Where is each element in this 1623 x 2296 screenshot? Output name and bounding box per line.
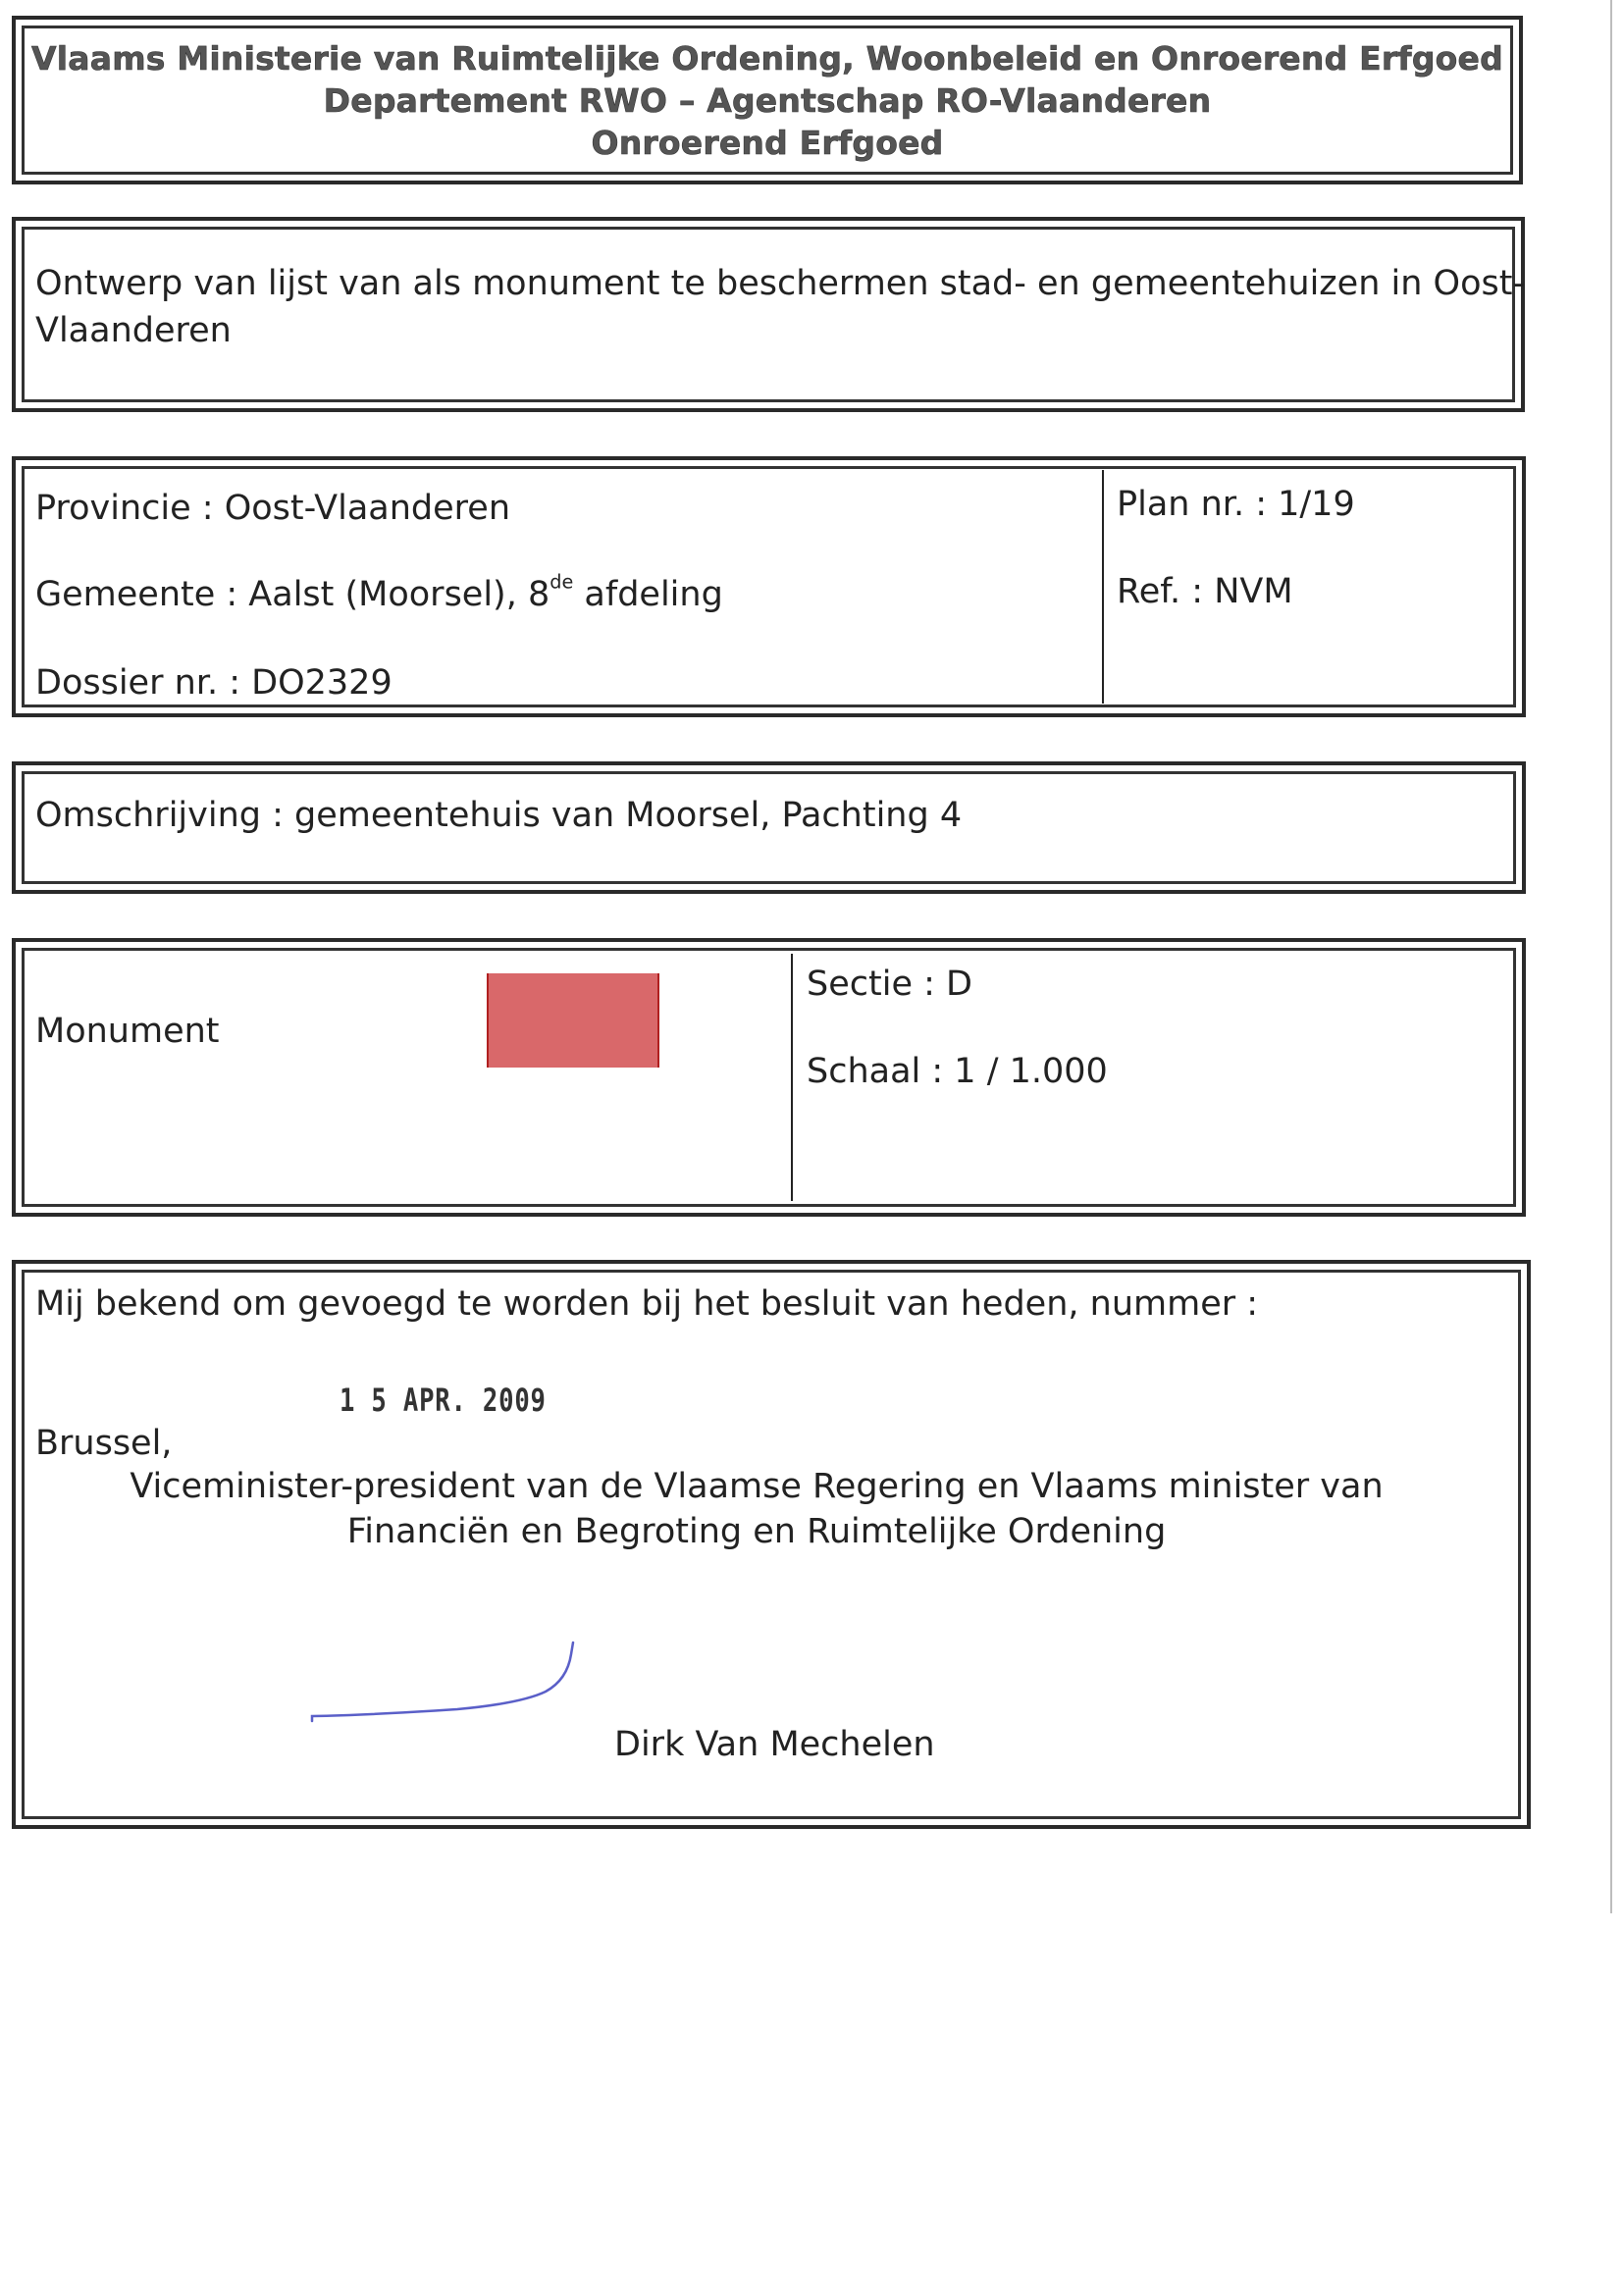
description-text: Omschrijving : gemeentehuis van Moorsel, Pachting 4 [35,796,963,835]
minister-role-line2: Financiën en Begroting en Ruimtelijke Ordening [346,1512,1167,1551]
provincie-field: Provincie : Oost-Vlaanderen [35,489,511,528]
gemeente-text: Gemeente : Aalst (Moorsel), 8 [35,575,550,614]
document-title-box [12,217,1525,412]
minister-role-line1: Viceminister-president van de Vlaamse Regering en Vlaams minister van [130,1467,1384,1506]
date-stamp: 1 5 APR. 2009 [340,1382,547,1419]
sectie-field: Sectie : D [807,965,972,1004]
plan-number-field: Plan nr. : 1/19 [1117,485,1355,524]
document-title-line1: Ontwerp van lijst van als monument te beschermen stad- en gemeentehuizen in Oost- [35,264,1526,303]
monument-color-swatch [487,973,659,1068]
signature-intro: Mij bekend om gevoegd te worden bij het besluit van heden, nummer : [35,1284,1259,1324]
handwritten-signature-icon [310,1641,604,1748]
description-box [12,761,1526,894]
gemeente-suffix: afdeling [573,575,723,614]
legend-monument-label: Monument [35,1012,220,1051]
department-name: Departement RWO – Agentschap RO-Vlaanderen [323,81,1212,120]
dossier-field: Dossier nr. : DO2329 [35,663,393,703]
column-divider [1102,470,1104,704]
signatory-name: Dirk Van Mechelen [614,1725,935,1764]
legend-box [12,938,1526,1217]
scan-edge-line [1610,0,1612,1913]
agency-name: Onroerend Erfgoed [591,124,944,162]
place-text: Brussel, [35,1424,173,1463]
reference-field: Ref. : NVM [1117,572,1293,611]
ministry-name: Vlaams Ministerie van Ruimtelijke Ordening, Woonbeleid en Onroerend Erfgoed [31,39,1503,78]
column-divider [791,954,793,1201]
schaal-field: Schaal : 1 / 1.000 [807,1052,1108,1091]
signature-box [12,1260,1531,1829]
gemeente-field [35,570,723,615]
document-title-line2: Vlaanderen [35,311,232,350]
header-box [12,16,1523,184]
gemeente-superscript: de [550,570,574,594]
location-box [12,456,1526,717]
